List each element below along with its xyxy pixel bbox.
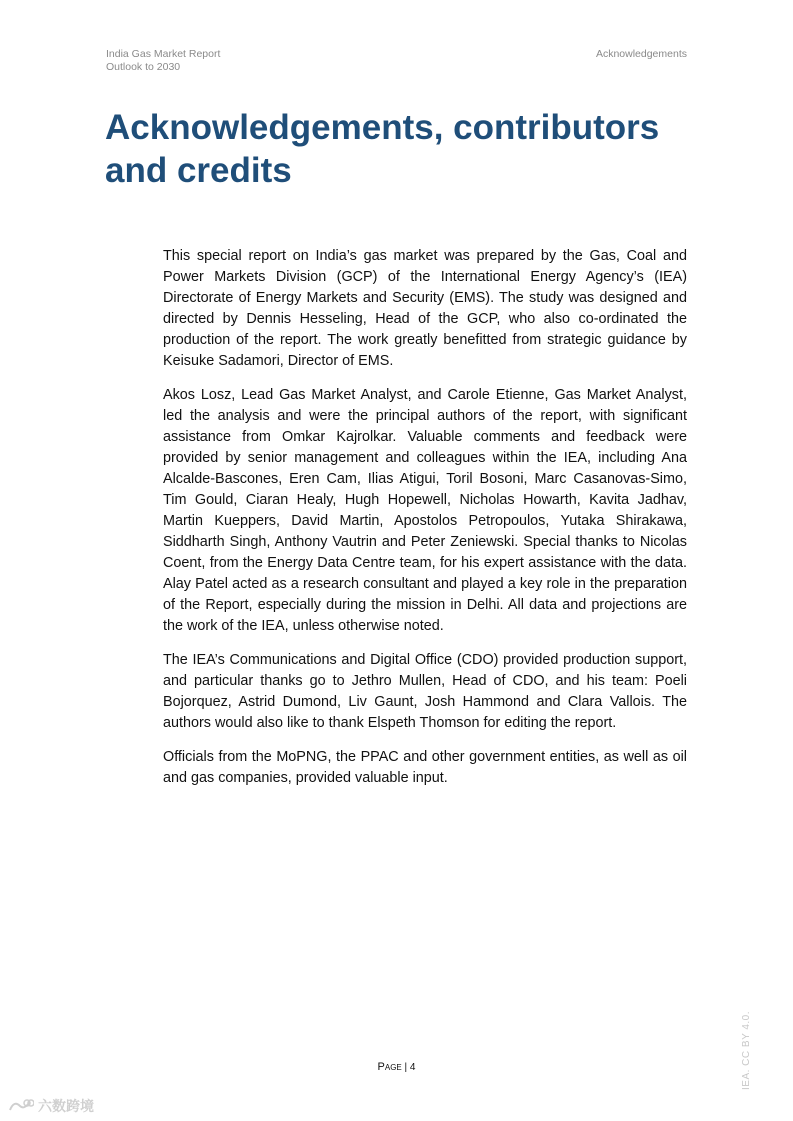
paragraph: This special report on India’s gas market was prepared by the Gas, Coal and Power Markets Division (GCP) of the International Energy Agency’s (IEA) Directorate of Energy Markets and Security (EMS). The study was designed and directed by Dennis Hesseling, Head of the GCP, who also co-ordinated the production of the report. The work greatly benefitted from strategic guidance by Keisuke Sadamori, Director of EMS. bbox=[163, 248, 687, 369]
report-title: India Gas Market Report bbox=[106, 48, 221, 60]
watermark bbox=[8, 1096, 94, 1116]
page-title-line-2: and credits bbox=[105, 151, 292, 190]
report-subtitle: Outlook to 2030 bbox=[106, 61, 181, 73]
paragraph: Officials from the MoPNG, the PPAC and other government entities, as well as oil and gas companies, provided valuable input. bbox=[163, 749, 687, 786]
page-separator: | bbox=[404, 1062, 408, 1073]
paragraph: The IEA’s Communications and Digital Office (CDO) provided production support, and particular thanks go to Jethro Mullen, Head of CDO, and his team: Poeli Bojorquez, Astrid Dumond, Liv Gaunt, Josh Hammond and Clara Vallois. The authors would also like to thank Elspeth Thomson for editing the report. bbox=[163, 652, 687, 731]
page-label: Page bbox=[377, 1061, 402, 1073]
paragraph: Akos Losz, Lead Gas Market Analyst, and Carole Etienne, Gas Market Analyst, led the analysis and were the principal authors of the report, with significant assistance from Omkar Kajrolkar. Valuable comments and feedback were provided by senior management and colleagues within the IEA, including Ana Alcalde-Bascones, Eren Cam, Ilias Atigui, Toril Bosoni, Marc Casanovas-Simo, Tim Gould, Ciaran Healy, Hugh Hopewell, Nicholas Howarth, Kavita Jadhav, Martin Kueppers, David Martin, Apostolos Petropoulos, Yutaka Shirakawa, Siddharth Singh, Anthony Vautrin and Peter Zeniewski. Special thanks to Nicolas Coent, from the Energy Data Centre team, for his expert assistance with the data. Alay Patel acted as a research consultant and played a key role in the preparation of the Report, especially during the mission in Delhi. All data and projections are the work of the IEA, unless otherwise noted. bbox=[163, 387, 687, 634]
page-title bbox=[105, 106, 705, 192]
running-header-section: Acknowledgements bbox=[595, 48, 687, 60]
body-text bbox=[163, 246, 687, 802]
watermark-logo-icon bbox=[8, 1098, 34, 1114]
page-number-value: 4 bbox=[409, 1062, 416, 1073]
running-header-left bbox=[106, 48, 220, 74]
page-title-line-1: Acknowledgements, contributors bbox=[105, 108, 660, 147]
watermark-text: 六数跨境 bbox=[38, 1098, 94, 1114]
license-note: IEA. CC BY 4.0. bbox=[741, 1010, 752, 1090]
page-number bbox=[0, 1061, 793, 1073]
